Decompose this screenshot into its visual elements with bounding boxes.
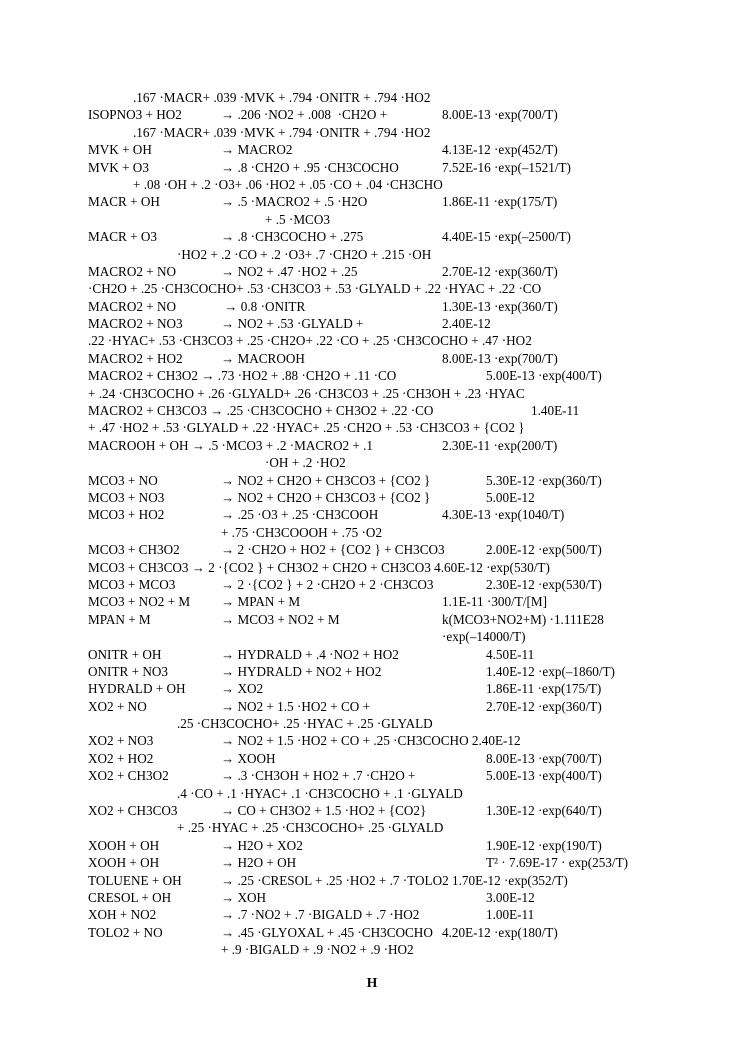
reactants: MCO3 + NO <box>88 472 158 488</box>
reactants: MPAN + M <box>88 611 151 627</box>
products: → MPAN + M <box>221 594 301 610</box>
reactants: MCO3 + CH3O2 <box>88 542 180 558</box>
products-continuation: + .75 ·CH3COOOH + .75 ·O2 <box>221 524 383 540</box>
products: → NO2 + .53 ·GLYALD + <box>221 316 364 332</box>
rate-constant: 8.00E-13 ·exp(700/T) <box>442 107 558 123</box>
reaction-line <box>0 280 744 297</box>
rate-constant: 2.00E-12 ·exp(500/T) <box>486 542 602 558</box>
page-footer-letter: H <box>366 975 378 990</box>
products: → NO2 + CH2O + CH3CO3 + {CO2 } <box>221 472 431 488</box>
continuation-text: + .08 ·OH + .2 ·O3+ .06 ·HO2 + .05 ·CO + .04 ·CH3CHO <box>133 176 443 192</box>
products: → HYDRALD + .4 ·NO2 + HO2 <box>221 646 399 662</box>
products: → NO2 + .47 ·HO2 + .25 <box>221 263 358 279</box>
products: → 2 ·{CO2 } + 2 ·CH2O + 2 ·CH3CO3 <box>221 576 434 592</box>
reaction-line <box>0 454 744 471</box>
rate-constant: 2.70E-12 ·exp(360/T) <box>442 263 558 279</box>
reaction-line <box>0 402 744 419</box>
reaction-line <box>0 106 744 123</box>
rate-constant: 1.40E-12 ·exp(–1860/T) <box>486 663 615 679</box>
reactants: XO2 + CH3O2 <box>88 768 169 784</box>
reactants: MVK + OH <box>88 142 152 158</box>
products: → XOH <box>221 889 267 905</box>
reactants: XO2 + HO2 <box>88 750 154 766</box>
continuation-text: ·OH + .2 ·HO2 <box>265 455 346 471</box>
rate-constant: 5.30E-12 ·exp(360/T) <box>486 472 602 488</box>
rate-constant: 1.86E-11 ·exp(175/T) <box>442 194 558 210</box>
rate-constant: 5.00E-13 ·exp(400/T) <box>486 368 602 384</box>
reactants: XOH + NO2 <box>88 907 157 923</box>
reaction-line <box>0 246 744 263</box>
continuation-text: + .5 ·MCO3 <box>265 211 330 227</box>
products: → H2O + XO2 <box>221 837 303 853</box>
rate-constant: 8.00E-13 ·exp(700/T) <box>442 350 558 366</box>
products: → H2O + OH <box>221 855 297 871</box>
reactants: TOLO2 + NO <box>88 924 163 940</box>
rate-constant: 2.30E-12 ·exp(530/T) <box>486 576 602 592</box>
reactants: HYDRALD + OH <box>88 681 186 697</box>
rate-constant: T² · 7.69E-17 · exp(253/T) <box>486 855 629 871</box>
products: → MACRO2 <box>221 142 293 158</box>
reaction-line <box>0 906 744 923</box>
continuation-text: MCO3 + CH3CO3 → 2 ·{CO2 } + CH3O2 + CH2O + CH3CO3 4.60E-12 ·exp(530/T) <box>88 559 550 575</box>
reaction-line <box>0 837 744 854</box>
reaction-line <box>0 332 744 349</box>
rate-constant: 8.00E-13 ·exp(700/T) <box>486 750 602 766</box>
reactants: XOOH + OH <box>88 855 160 871</box>
reactants: MACRO2 + NO3 <box>88 316 183 332</box>
reactants: CRESOL + OH <box>88 889 172 905</box>
rate-constant: 4.30E-13 ·exp(1040/T) <box>442 507 565 523</box>
reactants: XOOH + OH <box>88 837 160 853</box>
reaction-line <box>0 124 744 141</box>
reactants: MACR + OH <box>88 194 160 210</box>
continuation-text: + .24 ·CH3COCHO + .26 ·GLYALD+ .26 ·CH3CO3 + .25 ·CH3OH + .23 ·HYAC <box>88 385 525 401</box>
products: → NO2 + CH2O + CH3CO3 + {CO2 } <box>221 489 431 505</box>
reaction-list <box>0 89 744 959</box>
reactants: ISOPNO3 + HO2 <box>88 107 182 123</box>
rate-constant: 1.30E-13 ·exp(360/T) <box>442 298 558 314</box>
reaction-line <box>0 541 744 558</box>
reaction-line <box>0 159 744 176</box>
products: → NO2 + 1.5 ·HO2 + CO + .25 ·CH3COCHO 2.40E-12 <box>221 733 521 749</box>
reactants: MACR + O3 <box>88 229 157 245</box>
rate-constant: 3.00E-12 <box>486 889 535 905</box>
reactants: MACRO2 + CH3CO3 → .25 ·CH3COCHO + CH3O2 + .22 ·CO <box>88 403 434 419</box>
products: → .8 ·CH3COCHO + .275 <box>221 229 364 245</box>
rate-constant: 4.13E-12 ·exp(452/T) <box>442 142 558 158</box>
reactants: MCO3 + MCO3 <box>88 576 176 592</box>
rate-continuation: ·exp(–14000/T) <box>442 629 526 645</box>
reaction-line <box>0 854 744 871</box>
reaction-line <box>0 611 744 628</box>
rate-constant: 7.52E-16 ·exp(–1521/T) <box>442 159 571 175</box>
reaction-line <box>0 506 744 523</box>
continuation-text: .167 ·MACR+ .039 ·MVK + .794 ·ONITR + .794 ·HO2 <box>133 90 431 105</box>
products: → .45 ·GLYOXAL + .45 ·CH3COCHO <box>221 924 433 940</box>
reaction-line <box>0 263 744 280</box>
reaction-line <box>0 593 744 610</box>
rate-constant: 1.40E-11 <box>531 403 580 419</box>
rate-constant: 2.40E-12 <box>442 316 491 332</box>
reaction-line <box>0 228 744 245</box>
products: → 0.8 ·ONITR <box>221 298 306 314</box>
reactants: MACRO2 + HO2 <box>88 350 183 366</box>
products: → .8 ·CH2O + .95 ·CH3COCHO <box>221 159 399 175</box>
rate-constant: 4.20E-12 ·exp(180/T) <box>442 924 558 940</box>
products: → 2 ·CH2O + HO2 + {CO2 } + CH3CO3 <box>221 542 445 558</box>
reaction-line <box>0 489 744 506</box>
reactants: MVK + O3 <box>88 159 149 175</box>
reactants: MACRO2 + NO <box>88 298 177 314</box>
rate-constant: 1.00E-11 <box>486 907 535 923</box>
rate-constant: 2.30E-11 ·exp(200/T) <box>442 437 558 453</box>
continuation-text: .167 ·MACR+ .039 ·MVK + .794 ·ONITR + .794 ·HO2 <box>133 124 431 140</box>
reaction-line <box>0 732 744 749</box>
reaction-line <box>0 141 744 158</box>
continuation-text: ·HO2 + .2 ·CO + .2 ·O3+ .7 ·CH2O + .215 ·OH <box>177 246 432 262</box>
continuation-text: ·CH2O + .25 ·CH3COCHO+ .53 ·CH3CO3 + .53 ·GLYALD + .22 ·HYAC + .22 ·CO <box>88 281 542 297</box>
rate-constant: 4.50E-11 <box>486 646 535 662</box>
reaction-line <box>0 819 744 836</box>
reactants: MCO3 + HO2 <box>88 507 165 523</box>
rate-constant: 1.30E-12 ·exp(640/T) <box>486 803 602 819</box>
reaction-line <box>0 576 744 593</box>
products: → HYDRALD + NO2 + HO2 <box>221 663 382 679</box>
reaction-line <box>0 924 744 941</box>
continuation-text: + .47 ·HO2 + .53 ·GLYALD + .22 ·HYAC+ .25 ·CH2O + .53 ·CH3CO3 + {CO2 } <box>88 420 525 436</box>
reaction-line <box>0 385 744 402</box>
reactants: XO2 + NO3 <box>88 733 154 749</box>
reaction-line <box>0 750 744 767</box>
products: → .206 ·NO2 + .008 ·CH2O + <box>221 107 388 123</box>
reaction-line <box>0 524 744 541</box>
reactants: MCO3 + NO2 + M <box>88 594 191 610</box>
reaction-line <box>0 802 744 819</box>
products: → .25 ·O3 + .25 ·CH3COOH <box>221 507 379 523</box>
reaction-line <box>0 315 744 332</box>
reaction-line <box>0 941 744 958</box>
reaction-line <box>0 350 744 367</box>
products: → .7 ·NO2 + .7 ·BIGALD + .7 ·HO2 <box>221 907 420 923</box>
rate-constant: 2.70E-12 ·exp(360/T) <box>486 698 602 714</box>
reactants: ONITR + NO3 <box>88 663 168 679</box>
reactants: XO2 + CH3CO3 <box>88 803 178 819</box>
continuation-text: .25 ·CH3COCHO+ .25 ·HYAC + .25 ·GLYALD <box>177 716 433 732</box>
reactants: MACRO2 + CH3O2 → .73 ·HO2 + .88 ·CH2O + .11 ·CO <box>88 368 397 384</box>
products: → .3 ·CH3OH + HO2 + .7 ·CH2O + <box>221 768 416 784</box>
products: → XOOH <box>221 750 276 766</box>
continuation-text: + .25 ·HYAC + .25 ·CH3COCHO+ .25 ·GLYALD <box>177 820 444 836</box>
rate-constant: 1.1E-11 ·300/T/[M] <box>442 594 547 610</box>
reaction-line <box>0 193 744 210</box>
products-continuation: + .9 ·BIGALD + .9 ·NO2 + .9 ·HO2 <box>221 942 414 958</box>
reaction-line <box>0 211 744 228</box>
reaction-line <box>0 419 744 436</box>
continuation-text: .4 ·CO + .1 ·HYAC+ .1 ·CH3COCHO + .1 ·GLYALD <box>177 785 463 801</box>
continuation-text: .22 ·HYAC+ .53 ·CH3CO3 + .25 ·CH2O+ .22 ·CO + .25 ·CH3COCHO + .47 ·HO2 <box>88 333 532 349</box>
reaction-line <box>0 680 744 697</box>
rate-constant: 1.86E-11 ·exp(175/T) <box>486 681 602 697</box>
reaction-line <box>0 472 744 489</box>
reaction-line <box>0 767 744 784</box>
reactants: TOLUENE + OH <box>88 872 182 888</box>
rate-constant: k(MCO3+NO2+M) ·1.111E28 <box>442 611 604 627</box>
rate-constant: 4.40E-15 ·exp(–2500/T) <box>442 229 571 245</box>
reaction-line <box>0 785 744 802</box>
reaction-line <box>0 872 744 889</box>
reaction-line <box>0 889 744 906</box>
reaction-line <box>0 89 744 106</box>
reaction-line <box>0 663 744 680</box>
rate-constant: 1.90E-12 ·exp(190/T) <box>486 837 602 853</box>
reactants: MCO3 + NO3 <box>88 489 165 505</box>
reaction-line <box>0 559 744 576</box>
reaction-line <box>0 715 744 732</box>
reactants: MACROOH + OH → .5 ·MCO3 + .2 ·MACRO2 + .1 <box>88 437 373 453</box>
rate-constant: 5.00E-12 <box>486 489 535 505</box>
products: → MACROOH <box>221 350 305 366</box>
reaction-line <box>0 646 744 663</box>
products: → XO2 <box>221 681 264 697</box>
reaction-line <box>0 367 744 384</box>
products: → .25 ·CRESOL + .25 ·HO2 + .7 ·TOLO2 1.70E-12 ·exp(352/T) <box>221 872 568 888</box>
reaction-line <box>0 698 744 715</box>
products: → MCO3 + NO2 + M <box>221 611 340 627</box>
reaction-line <box>0 176 744 193</box>
reaction-line <box>0 298 744 315</box>
products: → NO2 + 1.5 ·HO2 + CO + <box>221 698 371 714</box>
reaction-line <box>0 628 744 645</box>
products: → .5 ·MACRO2 + .5 ·H2O <box>221 194 368 210</box>
reactants: MACRO2 + NO <box>88 263 177 279</box>
rate-constant: 5.00E-13 ·exp(400/T) <box>486 768 602 784</box>
reactants: ONITR + OH <box>88 646 162 662</box>
products: → CO + CH3O2 + 1.5 ·HO2 + {CO2} <box>221 803 427 819</box>
reaction-line <box>0 437 744 454</box>
reactants: XO2 + NO <box>88 698 147 714</box>
